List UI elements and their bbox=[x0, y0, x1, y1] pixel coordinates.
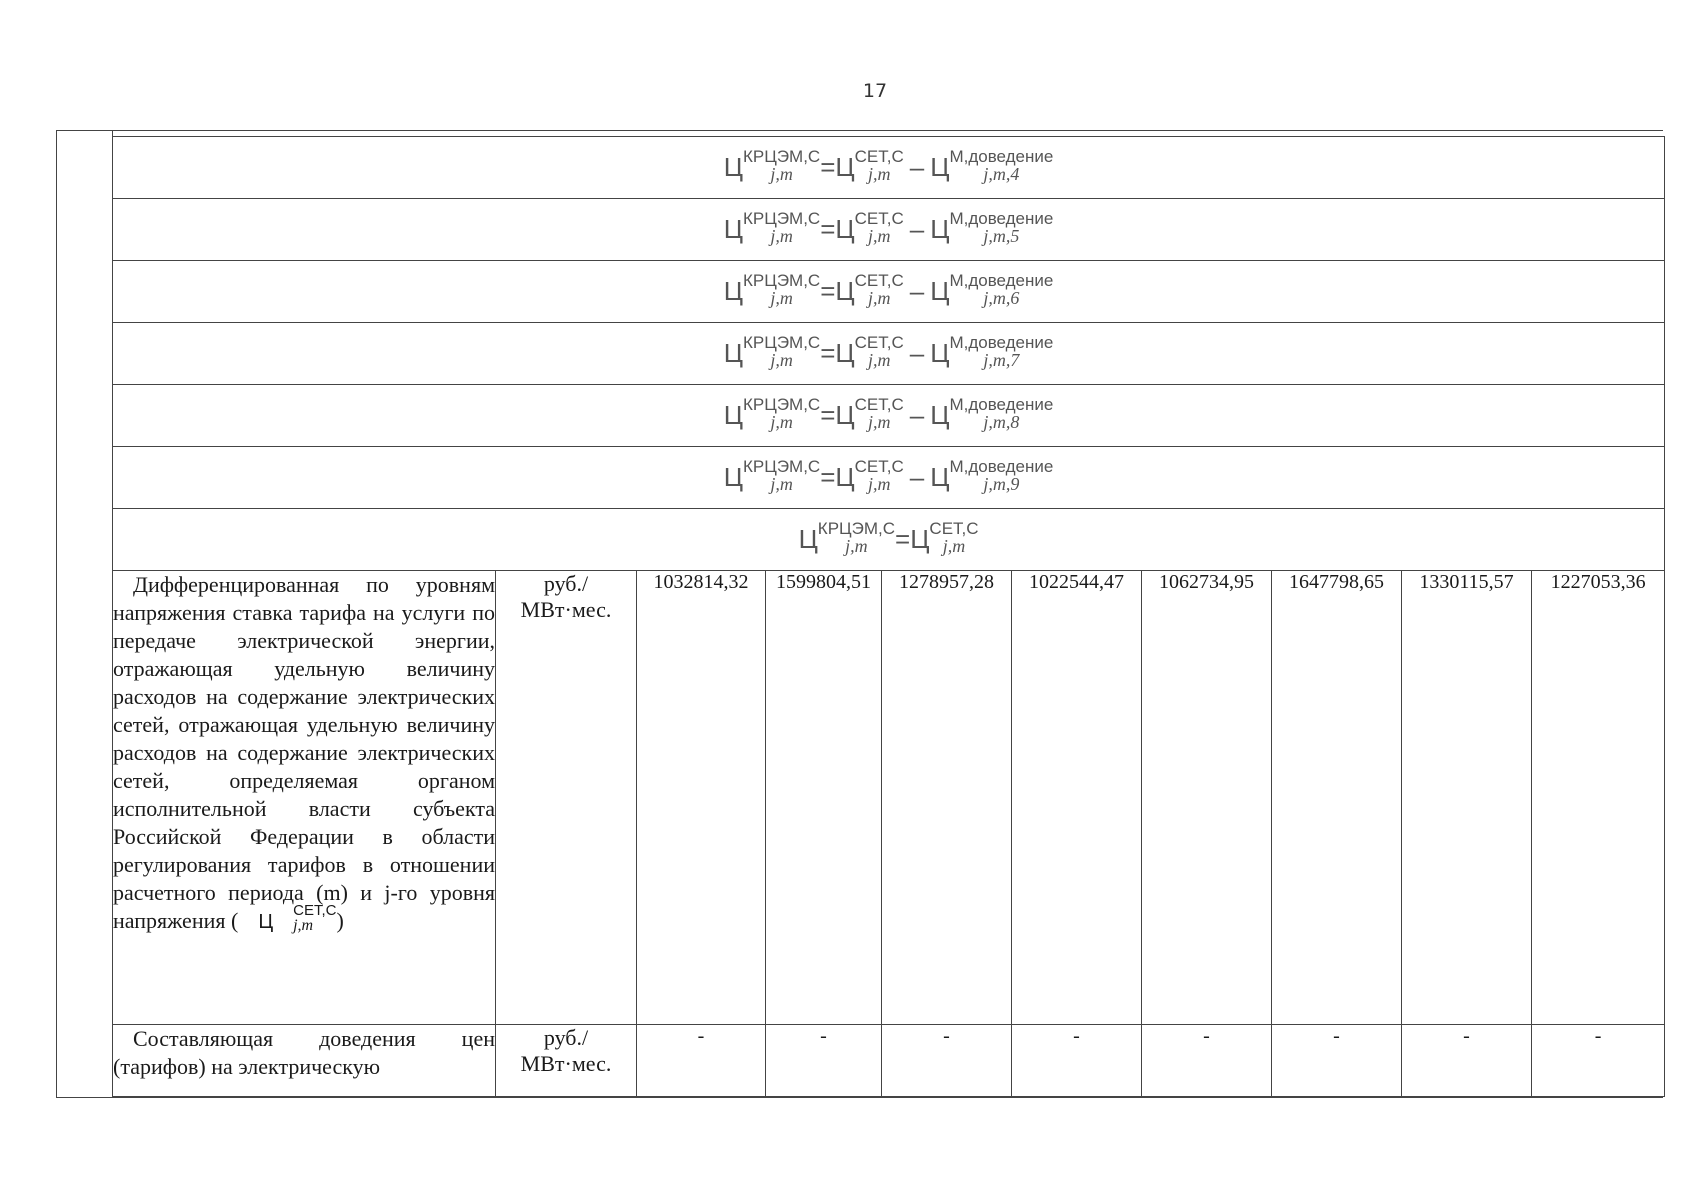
formula-superscript: КРЦЭМ,C bbox=[743, 209, 821, 228]
formula-equals: = bbox=[895, 524, 911, 554]
value-cell: - bbox=[1142, 1025, 1272, 1097]
formula-symbol: Ц bbox=[930, 400, 950, 430]
value-cell: 1227053,36 bbox=[1532, 571, 1665, 1025]
value-cell: - bbox=[637, 1025, 766, 1097]
formula-superscript: М,доведение bbox=[949, 271, 1054, 290]
formula-rows bbox=[113, 137, 1665, 509]
row-description: Составляющая доведения цен (тарифов) на электрическую bbox=[113, 1025, 496, 1097]
formula-minus: – bbox=[909, 462, 925, 492]
formula-superscript: М,доведение bbox=[949, 209, 1054, 228]
formula-symbol: Ц bbox=[798, 524, 818, 554]
formula-row bbox=[113, 323, 1665, 385]
formula bbox=[723, 147, 1054, 184]
formula-equals: = bbox=[820, 400, 836, 430]
formula-minus: – bbox=[909, 214, 925, 244]
formula-symbol: Ц bbox=[835, 338, 855, 368]
formula bbox=[723, 395, 1054, 432]
formula-equals: = bbox=[820, 276, 836, 306]
formula-symbol: Ц bbox=[723, 214, 743, 244]
value-cell: - bbox=[1402, 1025, 1532, 1097]
table-row-tariff-rate bbox=[113, 571, 1665, 1025]
formula-row bbox=[113, 385, 1665, 447]
value-cell: 1599804,51 bbox=[766, 571, 882, 1025]
formula-superscript: СЕТ,C bbox=[854, 209, 904, 228]
formula-superscript: СЕТ,C bbox=[854, 147, 904, 166]
value-cell: - bbox=[882, 1025, 1012, 1097]
formula-minus: – bbox=[909, 338, 925, 368]
formula-row bbox=[113, 261, 1665, 323]
value-cell: - bbox=[766, 1025, 882, 1097]
value-cell: 1062734,95 bbox=[1142, 571, 1272, 1025]
formula-subscript: j,m,5 bbox=[983, 226, 1020, 246]
formula-superscript: СЕТ,C bbox=[929, 519, 979, 538]
formula-subscript: j,m bbox=[867, 226, 891, 246]
formula-subscript: j,m bbox=[867, 412, 891, 432]
formula-symbol: Ц bbox=[930, 276, 950, 306]
formula-superscript: М,доведение bbox=[949, 457, 1054, 476]
formula-symbol: Ц bbox=[723, 276, 743, 306]
formula-subscript: j,m bbox=[942, 536, 966, 556]
formula-subscript: j,m bbox=[770, 412, 793, 432]
formula-subscript: j,m bbox=[867, 164, 891, 184]
formula-symbol: Ц bbox=[930, 462, 950, 492]
value-cell: 1330115,57 bbox=[1402, 571, 1532, 1025]
formula-symbol: Ц bbox=[835, 276, 855, 306]
table-left-column bbox=[56, 130, 113, 1098]
formula-cell bbox=[113, 447, 1665, 509]
formula-cell bbox=[113, 261, 1665, 323]
formula-symbol: Ц bbox=[930, 214, 950, 244]
formula-superscript: СЕТ,C bbox=[854, 271, 904, 290]
formula bbox=[723, 209, 1054, 246]
formula-superscript: СЕТ,C bbox=[854, 333, 904, 352]
formula-symbol: Ц bbox=[835, 152, 855, 182]
formula bbox=[798, 519, 979, 556]
formula bbox=[723, 333, 1054, 370]
table-row-component bbox=[113, 1025, 1665, 1097]
formula-cell bbox=[113, 385, 1665, 447]
row-unit: руб./ МВт·мес. bbox=[496, 571, 637, 1025]
formula-superscript: КРЦЭМ,C bbox=[743, 395, 821, 414]
formula-cell bbox=[113, 509, 1665, 571]
formula-cell bbox=[113, 323, 1665, 385]
page-number: 17 bbox=[862, 80, 888, 102]
value-cell: 1022544,47 bbox=[1012, 571, 1142, 1025]
formula-subscript: j,m bbox=[867, 350, 891, 370]
row-description: Дифференцированная по уровням напряжения ставка тарифа на услуги по передаче электрической энергии, отражающая удельную величину расходов на содержание электрических сетей, отражающая удельную величину расходов на содержание электрических сетей, определяемая органом исполнительной власти субъекта Российской Федерации в области регулирования тарифов в отношении расчетного периода (m) и j-го уровня напряжения ( Ц СЕТ,C j,m ) bbox=[113, 571, 496, 1025]
value-cell: - bbox=[1532, 1025, 1665, 1097]
formula-symbol: Ц bbox=[835, 462, 855, 492]
formula-minus: – bbox=[909, 276, 925, 306]
formula-symbol: Ц bbox=[930, 338, 950, 368]
formula-subscript: j,m,7 bbox=[983, 350, 1020, 370]
formula-superscript: М,доведение bbox=[949, 395, 1054, 414]
formula-cell bbox=[113, 137, 1665, 199]
formula-row bbox=[113, 447, 1665, 509]
formula-subscript: j,m,9 bbox=[983, 474, 1020, 494]
formula-row-final bbox=[113, 509, 1665, 571]
formula-subscript: j,m bbox=[867, 288, 891, 308]
formula-symbol: Ц bbox=[723, 152, 743, 182]
formula-subscript: j,m bbox=[845, 536, 868, 556]
formula-subscript: j,m bbox=[867, 474, 891, 494]
value-cell: 1647798,65 bbox=[1272, 571, 1402, 1025]
formula-superscript: КРЦЭМ,C bbox=[743, 271, 821, 290]
formula-superscript: КРЦЭМ,C bbox=[743, 333, 821, 352]
formula-subscript: j,m,8 bbox=[983, 412, 1020, 432]
formula-equals: = bbox=[820, 462, 836, 492]
value-cell: - bbox=[1272, 1025, 1402, 1097]
formula-superscript: СЕТ,C bbox=[854, 395, 904, 414]
formula-subscript: j,m bbox=[770, 350, 793, 370]
formula-symbol: Ц bbox=[910, 524, 930, 554]
formula-superscript: КРЦЭМ,C bbox=[743, 147, 821, 166]
formula-equals: = bbox=[820, 338, 836, 368]
formula-symbol: Ц bbox=[723, 400, 743, 430]
formula bbox=[723, 457, 1054, 494]
row-unit: руб./ МВт·мес. bbox=[496, 1025, 637, 1097]
formula-superscript: КРЦЭМ,C bbox=[817, 519, 895, 538]
value-cell: 1278957,28 bbox=[882, 571, 1012, 1025]
formula-superscript: М,доведение bbox=[949, 333, 1054, 352]
formula-superscript: СЕТ,C bbox=[854, 457, 904, 476]
formula-symbol: Ц bbox=[835, 400, 855, 430]
formula-subscript: j,m bbox=[770, 474, 793, 494]
formula-symbol: Ц bbox=[930, 152, 950, 182]
formula bbox=[723, 271, 1054, 308]
tariff-table bbox=[112, 136, 1665, 1097]
value-cell: - bbox=[1012, 1025, 1142, 1097]
formula-symbol: Ц bbox=[835, 214, 855, 244]
formula-equals: = bbox=[820, 214, 836, 244]
formula-minus: – bbox=[909, 152, 925, 182]
formula-cell bbox=[113, 199, 1665, 261]
formula-row bbox=[113, 199, 1665, 261]
formula-minus: – bbox=[909, 400, 925, 430]
formula-superscript: КРЦЭМ,C bbox=[743, 457, 821, 476]
formula-subscript: j,m bbox=[770, 288, 793, 308]
formula-subscript: j,m,6 bbox=[983, 288, 1020, 308]
formula-symbol: Ц bbox=[723, 462, 743, 492]
formula-subscript: j,m bbox=[770, 164, 793, 184]
formula-superscript: М,доведение bbox=[949, 147, 1054, 166]
formula-subscript: j,m,4 bbox=[983, 164, 1020, 184]
formula-row bbox=[113, 137, 1665, 199]
formula-symbol: Ц bbox=[723, 338, 743, 368]
formula-equals: = bbox=[820, 152, 836, 182]
value-cell: 1032814,32 bbox=[637, 571, 766, 1025]
formula-subscript: j,m bbox=[770, 226, 793, 246]
